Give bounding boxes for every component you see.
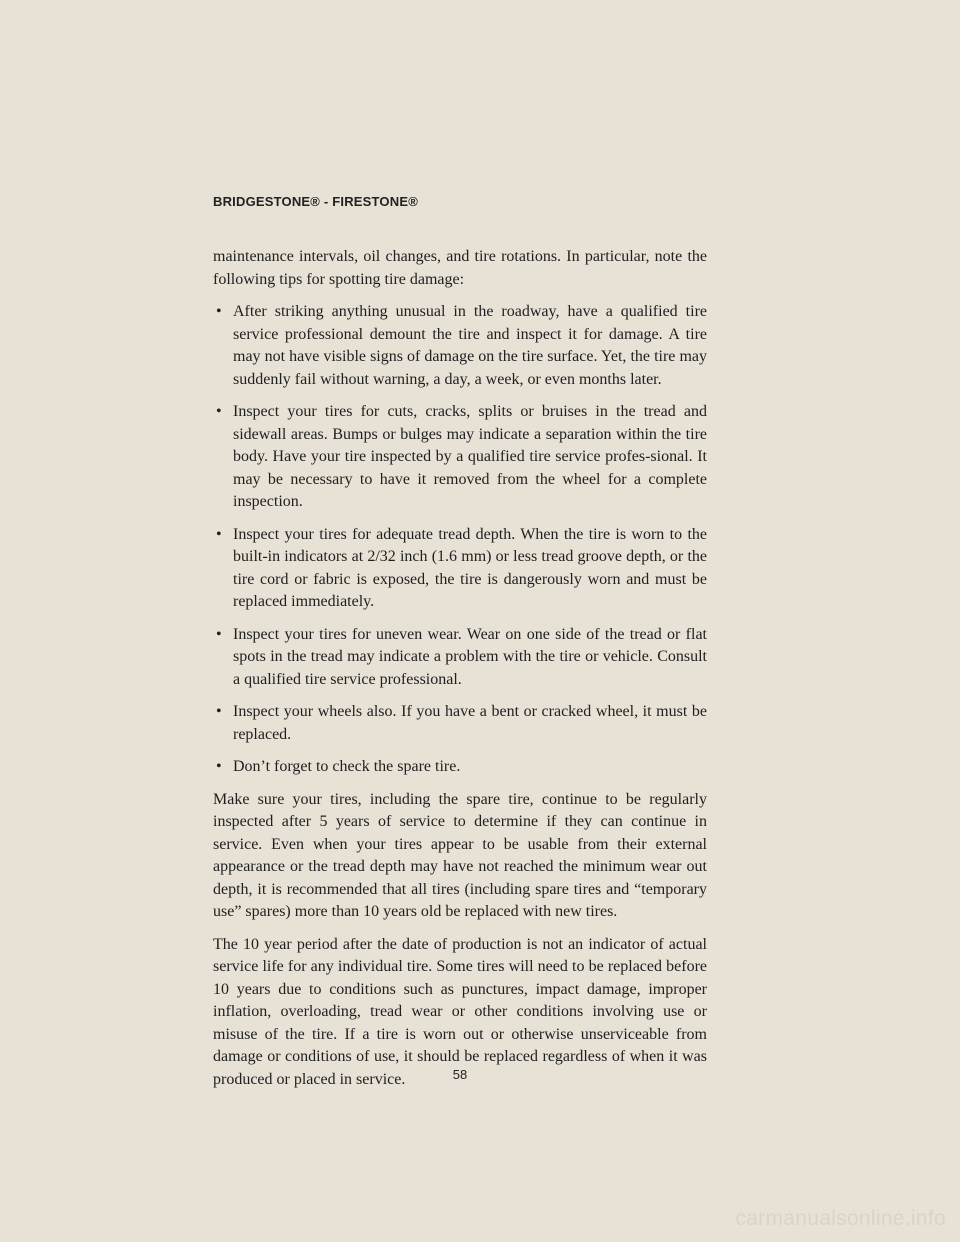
bullet-item	[213, 756, 707, 779]
bullet-icon: •	[216, 703, 222, 720]
body-paragraph: Make sure your tires, including the spare tire, continue to be regularly inspected after 5 years of service to determine if they can continue in service. Even when your tires appear to be usable from their external appearance or the tread depth may have not reached the minimum wear out depth, it is recommended that all tires (including spare tires and “temporary use” spares) more than 10 years old be replaced with new tires.	[213, 790, 707, 920]
bullet-text: Inspect your tires for uneven wear. Wear on one side of the tread or flat spots in the tread may indicate a problem with the tire or vehicle. Consult a qualified tire service professional.	[233, 625, 707, 688]
bullet-icon: •	[216, 625, 222, 643]
page-number: 58	[452, 1067, 468, 1082]
bullet-item	[213, 624, 707, 692]
bullet-text: Inspect your wheels also. If you have a bent or cracked wheel, it must be replaced.	[233, 703, 707, 743]
bullet-text: Inspect your tires for cuts, cracks, splits or bruises in the tread and sidewall areas. Bumps or bulges may indicate a separation within the tire body. Have your tire inspected by a qualified tire service profes-sional. It may be necessary to have it removed from the wheel for a complete inspection.	[233, 403, 707, 510]
intro-paragraph: maintenance intervals, oil changes, and tire rotations. In particular, note the following tips for spotting tire damage:	[213, 248, 707, 288]
bullet-icon: •	[216, 758, 222, 775]
bullet-item	[213, 524, 707, 614]
body-paragraph: The 10 year period after the date of production is not an indicator of actual service life for any individual tire. Some tires will need to be replaced before 10 years due to conditions such as punctures, impact damage, improper inflation, overloading, tread wear or other conditions involving use or misuse of the tire. If a tire is worn out or otherwise unserviceable from damage or conditions of use, it should be replaced regardless of when it was produced or placed in service.	[213, 935, 707, 1088]
bullet-text: Don’t forget to check the spare tire.	[233, 758, 461, 775]
page-content	[213, 246, 707, 1101]
bullet-icon: •	[216, 403, 222, 420]
bullet-icon: •	[216, 303, 222, 320]
bullet-item	[213, 301, 707, 391]
bullet-text: Inspect your tires for adequate tread depth. When the tire is worn to the built-in indicators at 2/32 inch (1.6 mm) or less tread groove depth, or the tire cord or fabric is exposed, the tire is dangerously worn and must be replaced immediately.	[233, 525, 707, 610]
page-header: BRIDGESTONE® - FIRESTONE®	[213, 194, 418, 209]
watermark-text: carmanualsonline.info	[735, 1207, 946, 1230]
bullet-item	[213, 401, 707, 514]
bullet-icon: •	[216, 525, 222, 543]
bullet-item	[213, 701, 707, 746]
bullet-text: After striking anything unusual in the roadway, have a qualified tire service professional demount the tire and inspect it for damage. A tire may not have visible signs of damage on the tire surface. Yet, the tire may suddenly fail without warning, a day, a week, or even months later.	[233, 303, 707, 388]
